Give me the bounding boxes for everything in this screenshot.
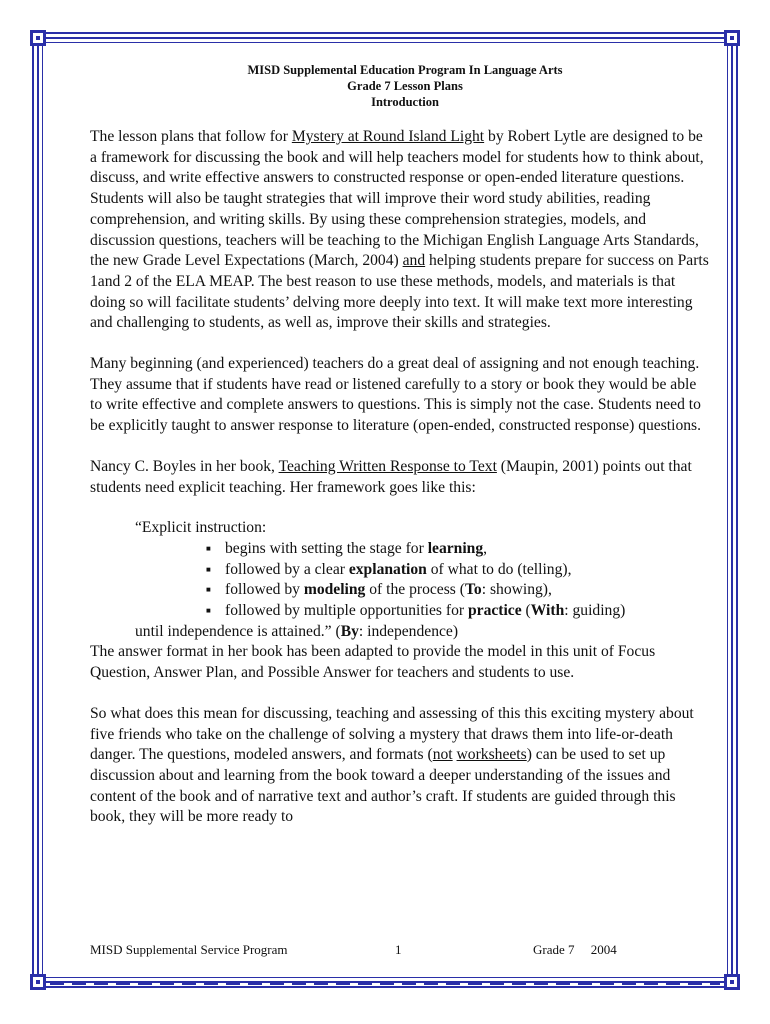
- header-section-title: Introduction: [371, 95, 439, 109]
- quote-intro: “Explicit instruction:: [135, 519, 267, 537]
- underlined-worksheets: worksheets: [456, 746, 527, 764]
- border-corner-bottom-left: [30, 974, 46, 990]
- quote-closing: until independence is attained.” (By: independence): [135, 622, 459, 640]
- underlined-not: not: [432, 746, 453, 764]
- bullet-item: ■ followed by multiple opportunities for practice (With: guiding): [202, 601, 710, 622]
- p5-text-b: ) can be used to set up discussion about and learning from the book toward a deeper understanding of the issues and content of the book and of narrative text and author’s craft. If students are guided through this book, they will be more ready to: [90, 746, 676, 826]
- bullet-item: ■ followed by modeling of the process (To: showing),: [202, 580, 710, 601]
- p1-text-b: by Robert Lytle are designed to be a framework for discussing the book and will help teachers model for students how to think about, discuss, and write effective answers to constructed response or open-ended literature questions. Students will also be taught strategies that will improve their word study abilities, reading comprehension, and writing skills. By using these comprehension strategies, models, and discussion questions, teachers will be teaching to the Michigan English Language Arts Standards, the new Grade Level Expectations (March, 2004): [90, 128, 704, 270]
- p3-text-b: (Maupin, 2001) points out that students need explicit teaching. Her framework goes like this:: [90, 457, 692, 496]
- border-dash-left: [37, 50, 39, 970]
- bullet-item: ■ followed by a clear explanation of what to do (telling),: [202, 560, 710, 581]
- border-corner-top-left: [30, 30, 46, 46]
- header-grade: Grade 7 Lesson Plans: [347, 79, 463, 93]
- p5-text-a: So what does this mean for discussing, teaching and assessing of this this exciting mystery about five friends who take on the challenge of solving a mystery that draws them into life-or-death danger. The questions, modeled answers, and formats (: [90, 704, 694, 764]
- paragraph-answer-format: The answer format in her book has been adapted to provide the model in this unit of Focus Question, Answer Plan, and Possible Answer for teachers and students to use.: [90, 643, 656, 682]
- book-title-mystery: Mystery at Round Island Light: [291, 128, 485, 145]
- border-corner-top-right: [724, 30, 740, 46]
- p1-text-a: The lesson plans that follow for: [90, 128, 292, 145]
- paragraph-intro: [90, 127, 710, 334]
- document-body: [90, 62, 710, 828]
- p3-text-a: Nancy C. Boyles in her book,: [90, 457, 279, 475]
- border-dash-right: [731, 50, 733, 970]
- book-title-teaching: Teaching Written Response to Text: [278, 457, 497, 475]
- footer-program: MISD Supplemental Service Program: [90, 942, 288, 957]
- document-header: [100, 62, 710, 110]
- underlined-and: and: [402, 252, 426, 270]
- header-program-title: MISD Supplemental Education Program In Language Arts: [247, 63, 563, 77]
- paragraph-boyles: [90, 457, 710, 498]
- paragraph-teaching: Many beginning (and experienced) teachers do a great deal of assigning and not enough teaching. They assume that if students have read or listened carefully to a story or book they would be able to write effective and complete answers to questions. This is simply not the case. Students need to be explicitly taught to answer response to literature (open-ended, constructed response) questions.: [90, 355, 702, 435]
- bullet-item: ■ begins with setting the stage for learning,: [202, 539, 710, 560]
- framework-bullet-list: [90, 539, 710, 622]
- paragraph-so-what: [90, 704, 710, 828]
- border-dash-bottom: [50, 983, 720, 985]
- p1-text-c: helping students prepare for success on Parts 1and 2 of the ELA MEAP. The best reason to use these methods, models, and materials is that doing so will facilitate students’ delving more deeply into text. It will make text more interesting and challenging to students, as well as, improve their skills and strategies.: [90, 252, 709, 332]
- border-corner-bottom-right: [724, 974, 740, 990]
- footer-grade-year: Grade 7 2004: [533, 942, 617, 957]
- border-dash-top: [50, 37, 720, 39]
- footer-page-number: 1: [395, 942, 402, 957]
